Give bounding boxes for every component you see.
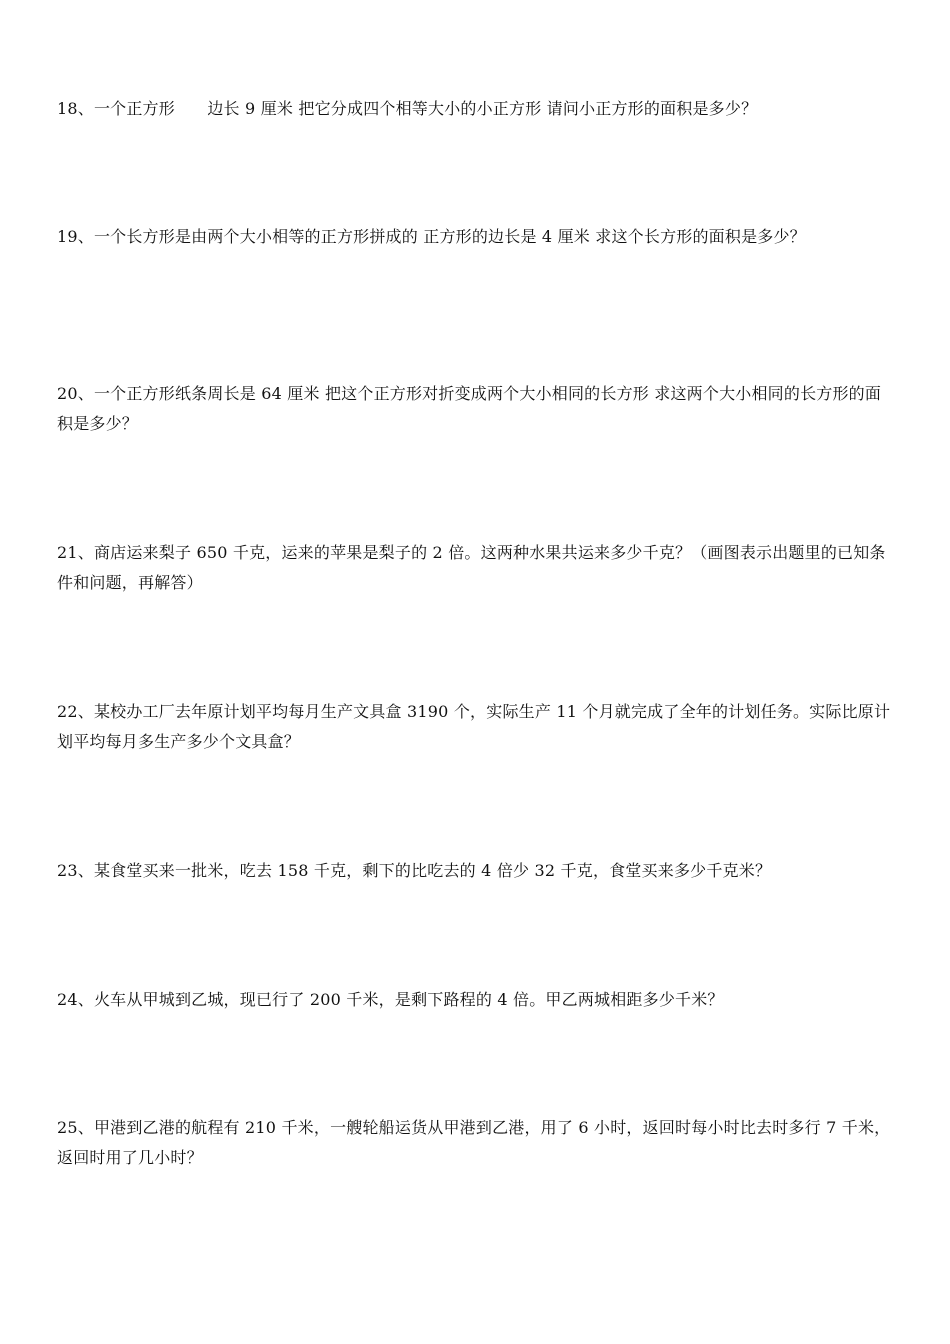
problem-21: 21、商店运来梨子 650 千克，运来的苹果是梨子的 2 倍。这两种水果共运来多少千克？（画图表示出题里的已知条件和问题，再解答）	[57, 543, 886, 592]
problem-19: 19、一个长方形是由两个大小相等的正方形拼成的 正方形的边长是 4 厘米 求这个长方形的面积是多少？	[57, 227, 806, 246]
problem-20: 20、一个正方形纸条周长是 64 厘米 把这个正方形对折变成两个大小相同的长方形 求这两个大小相同的长方形的面积是多少？	[57, 384, 882, 433]
problem-24: 24、火车从甲城到乙城，现已行了 200 千米，是剩下路程的 4 倍。甲乙两城相距多少千米？	[57, 990, 724, 1009]
problem-25: 25、甲港到乙港的航程有 210 千米，一艘轮船运货从甲港到乙港，用了 6 小时，返回时每小时比去时多行 7 千米，返回时用了几小时？	[57, 1118, 891, 1167]
problem-23: 23、某食堂买来一批米，吃去 158 千克，剩下的比吃去的 4 倍少 32 千克，食堂买来多少千克米？	[57, 861, 772, 880]
problem-22: 22、某校办工厂去年原计划平均每月生产文具盒 3190 个，实际生产 11 个月就完成了全年的计划任务。实际比原计划平均每月多生产多少个文具盒？	[57, 702, 891, 751]
problem-18: 18、一个正方形 边长 9 厘米 把它分成四个相等大小的小正方形 请问小正方形的面积是多少？	[57, 99, 758, 118]
